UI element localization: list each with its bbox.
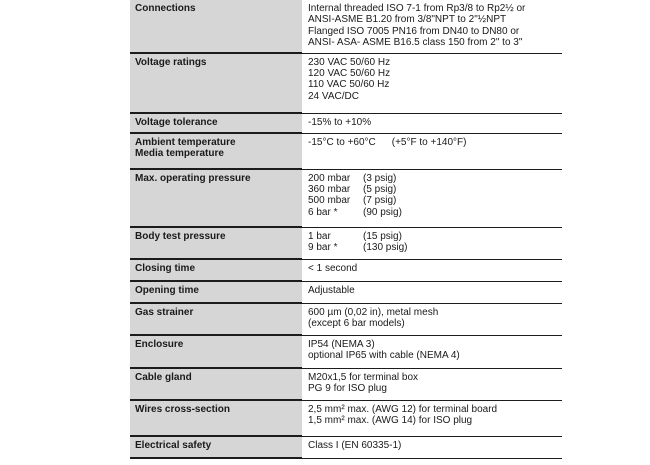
pressure-metric: 360 mbar	[308, 183, 351, 195]
label-text: Media temperature	[135, 148, 224, 160]
pressure-metric: 6 bar *	[308, 206, 338, 218]
pressure-psig: (5 psig)	[363, 183, 397, 195]
pressure-psig: (7 psig)	[363, 195, 397, 207]
value-line: IP54 (NEMA 3)	[308, 338, 375, 350]
specifications-table	[130, 0, 562, 459]
label-opening-time	[130, 281, 302, 303]
value-line: (except 6 bar models)	[308, 317, 405, 329]
label-text: Body test pressure	[135, 231, 226, 242]
label-text: Opening time	[135, 285, 199, 296]
label-closing-time	[130, 259, 302, 281]
value-line: -15% to +10%	[308, 116, 372, 128]
pressure-pair	[308, 242, 558, 253]
pressure-psig: (130 psig)	[363, 241, 408, 253]
value-temperature	[302, 133, 562, 169]
value-cable-gland	[302, 368, 562, 400]
label-enclosure	[130, 335, 302, 368]
value-connections	[302, 0, 562, 53]
label-max-operating-pressure	[130, 169, 302, 227]
value-electrical-safety	[302, 436, 562, 458]
row-max-operating-pressure	[130, 169, 562, 227]
value-line: 120 VAC 50/60 Hz	[308, 67, 391, 79]
label-electrical-safety	[130, 436, 302, 458]
pressure-pair	[308, 173, 558, 184]
label-connections	[130, 0, 302, 53]
label-text: Voltage tolerance	[135, 117, 218, 128]
row-connections	[130, 0, 562, 53]
value-line: optional IP65 with cable (NEMA 4)	[308, 349, 460, 361]
pressure-metric: 9 bar *	[308, 241, 338, 253]
label-body-test-pressure	[130, 227, 302, 259]
value-gas-strainer	[302, 303, 562, 335]
label-text: Enclosure	[135, 339, 184, 350]
value-line: Internal threaded ISO 7-1 from Rp3/8 to Rp2½ or	[308, 3, 526, 14]
value-line: ANSI-ASME B1.20 from 3/8"NPT to 2"½NPT	[308, 14, 507, 26]
row-gas-strainer	[130, 303, 562, 335]
label-text: Cable gland	[135, 372, 192, 383]
value-opening-time	[302, 281, 562, 303]
value-wires-cross-section	[302, 400, 562, 436]
value-enclosure	[302, 335, 562, 368]
pressure-psig: (90 psig)	[363, 206, 402, 218]
value-line: PG 9 for ISO plug	[308, 382, 387, 394]
value-line	[308, 137, 558, 148]
value-line: 2,5 mm² max. (AWG 12) for terminal board	[308, 403, 498, 415]
pressure-metric: 1 bar	[308, 230, 331, 242]
value-line: 110 VAC 50/60 Hz	[308, 79, 390, 91]
row-electrical-safety	[130, 436, 562, 458]
row-wires-cross-section	[130, 400, 562, 436]
label-text: Wires cross-section	[135, 404, 230, 415]
label-voltage-ratings	[130, 53, 302, 113]
label-temperature	[130, 133, 302, 169]
label-text: Closing time	[135, 263, 196, 274]
label-wires-cross-section	[130, 400, 302, 436]
row-body-test-pressure	[130, 227, 562, 259]
row-closing-time	[130, 259, 562, 281]
value-celsius: -15°C to +60°C	[308, 136, 376, 148]
pressure-pair	[308, 184, 558, 195]
value-voltage-tolerance	[302, 113, 562, 133]
value-closing-time	[302, 259, 562, 281]
value-line: < 1 second	[308, 262, 358, 274]
value-line: 1,5 mm² max. (AWG 14) for ISO plug	[308, 414, 473, 426]
label-text: Gas strainer	[135, 307, 194, 318]
label-text: Ambient temperature	[135, 137, 236, 148]
value-line: M20x1,5 for terminal box	[308, 371, 419, 383]
pressure-pair	[308, 207, 558, 218]
label-gas-strainer	[130, 303, 302, 335]
label-text: Voltage ratings	[135, 57, 207, 68]
value-line: ANSI- ASA- ASME B16.5 class 150 from 2" to 3"	[308, 37, 523, 49]
label-voltage-tolerance	[130, 113, 302, 133]
value-line: 600 µm (0,02 in), metal mesh	[308, 306, 439, 318]
row-cable-gland	[130, 368, 562, 400]
label-cable-gland	[130, 368, 302, 400]
value-line: Adjustable	[308, 284, 355, 296]
row-enclosure	[130, 335, 562, 368]
pressure-psig: (15 psig)	[363, 230, 402, 242]
label-text: Electrical safety	[135, 440, 212, 451]
pressure-pair	[308, 195, 558, 206]
value-line: Flanged ISO 7005 PN16 from DN40 to DN80 or	[308, 25, 520, 37]
pressure-psig: (3 psig)	[363, 172, 397, 184]
value-max-operating-pressure	[302, 169, 562, 227]
value-line: 24 VAC/DC	[308, 90, 359, 102]
row-opening-time	[130, 281, 562, 303]
pressure-metric: 200 mbar	[308, 172, 351, 184]
value-line: Class I (EN 60335-1)	[308, 439, 402, 451]
pressure-pair	[308, 231, 558, 242]
value-line: 230 VAC 50/60 Hz	[308, 56, 391, 68]
row-temperature	[130, 133, 562, 169]
pressure-metric: 500 mbar	[308, 195, 351, 207]
value-fahrenheit: (+5°F to +140°F)	[391, 136, 467, 148]
row-voltage-ratings	[130, 53, 562, 113]
value-voltage-ratings	[302, 53, 562, 113]
row-voltage-tolerance	[130, 113, 562, 133]
value-body-test-pressure	[302, 227, 562, 259]
label-text: Max. operating pressure	[135, 173, 251, 184]
label-text: Connections	[135, 3, 196, 14]
